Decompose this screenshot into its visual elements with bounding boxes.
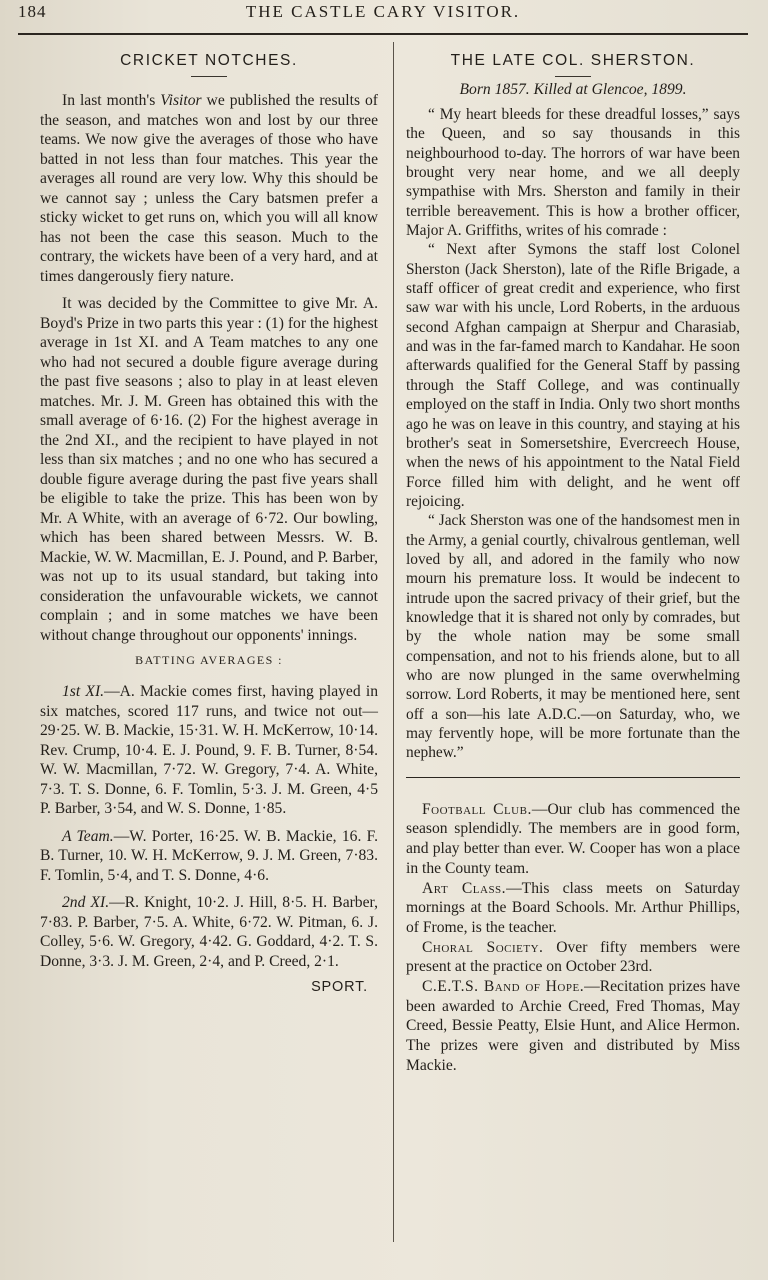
cets-text: —Recitation prizes have been awarded to Archie Creed, Fred Thomas, May Creed, Bessie Peatty, Elsie Hunt, and Alice Hermon. The prizes were given and distributed by Miss Mackie. bbox=[406, 978, 740, 1074]
choral-note bbox=[406, 938, 740, 977]
page-number: 184 bbox=[18, 2, 47, 21]
first-xi-paragraph bbox=[40, 682, 378, 819]
obituary-paragraph-2: “ Next after Symons the staff lost Colonel Sherston (Jack Sherston), late of the Rifle Brigade, a staff officer of great credit and experience, who first saw war with his uncle, Lord Roberts, in the arduous second Afghan campaign at Sherpur and Charasiab, and was in the far-famed march to Kandahar. He soon afterwards qualified for the General Staff by passing through the Staff College, and was continually employed on the staff in India. Only two short months ago he was on leave in this country, and staying at his brother's seat in Somersetshire, Evercreech House, when the news of his appointment to the Natal Field Force filled him with delight, and he went off rejoicing. bbox=[406, 241, 740, 510]
first-xi-label: 1st XI. bbox=[62, 683, 105, 700]
column-divider bbox=[393, 42, 394, 1242]
running-head bbox=[18, 2, 748, 24]
intro-text: In last month's bbox=[62, 92, 161, 109]
choral-label: Choral Society. bbox=[422, 938, 544, 956]
choral-text: Over fifty members were present at the practice on October 23rd. bbox=[406, 938, 740, 976]
football-label: Football Club. bbox=[422, 800, 532, 818]
football-note bbox=[406, 800, 740, 879]
second-xi-label: 2nd XI. bbox=[62, 894, 110, 911]
parish-notes bbox=[406, 800, 740, 1076]
heading-rule-right bbox=[555, 76, 591, 77]
batting-averages-heading: BATTING AVERAGES : bbox=[135, 653, 283, 667]
heading-rule bbox=[191, 76, 227, 77]
football-text: —Our club has commenced the season splendidly. The members are in good form, and play better than ever. W. Cooper has won a place in the County team. bbox=[406, 800, 740, 877]
cricket-heading: CRICKET NOTCHES. bbox=[120, 52, 298, 69]
obituary-paragraph-1: “ My heart bleeds for these dreadful losses,” says the Queen, and so say thousands in this neighbourhood to-day. The horrors of war have been brought very near home, and we all deeply sympathise with Mrs. Sherston and family in their terrible bereavement. This is how a brother officer, Major A. Griffiths, writes of his comrade : bbox=[406, 106, 740, 240]
journal-title: THE CASTLE CARY VISITOR. bbox=[245, 2, 521, 21]
cets-label: C.E.T.S. Band of Hope. bbox=[422, 978, 585, 996]
first-xi-text: —A. Mackie comes first, having played in six matches, scored 117 runs, and twice not out—29·25. W. B. Mackie, 15·31. W. H. McKerrow, 10·14. Rev. Crump, 10·4. E. J. Pound, 9. F. B. Turner, 8·54. W. W. Macmillan, 7·72. W. Gregory, 7·4. A. White, 7·3. T. S. Donne, 6. F. Tomlin, 5·3. J. M. Green, 4·5 P. Barber, 3·54, and W. S. Donne, 1·85. bbox=[40, 683, 378, 817]
section-rule bbox=[406, 777, 740, 778]
a-team-text: —W. Porter, 16·25. W. B. Mackie, 16. F. B. Turner, 10. W. H. McKerrow, 9. J. M. Green, 7·83. F. Tomlin, 5·4, and T. S. Donne, 4·6. bbox=[40, 827, 379, 884]
obituary bbox=[406, 105, 740, 763]
header-rule bbox=[18, 33, 748, 35]
obituary-paragraph-3: “ Jack Sherston was one of the handsomest men in the Army, a genial courtly, chivalrous gentleman, well loved by all, and adored in the family who now mourn his premature loss. It would be indecent to intrude upon the sacred privacy of their grief, but the knowledge that it is shared not only by comrades, but by the whole nation may be some small compensation, and not to his friends alone, but to all who are now plunged in the same overwhelming sorrow. Lord Roberts, it may be mentioned here, sent off a son—his late A.D.C.—on Saturday, who, we may fervently hope, will be more fortunate than the nephew.” bbox=[406, 512, 740, 762]
intro-text-rest: we published the results of the season, and matches won and lost by our three teams. We now give the averages of those who have batted in not less than four matches. This year the averages all round are very low. Why this should be we cannot say ; unless the Cary batsmen prefer a sticky wicket to get runs on, which you will all know has not been the case this season. Much to the contrary, the wickets have been of a very hard, and at times dangerously fiery nature. bbox=[40, 92, 378, 285]
sherston-heading: THE LATE COL. SHERSTON. bbox=[450, 52, 696, 69]
art-label: Art Class. bbox=[422, 879, 507, 897]
sport-label: SPORT. bbox=[311, 979, 368, 995]
intro-paragraph bbox=[40, 91, 378, 286]
cets-note bbox=[406, 977, 740, 1076]
art-note bbox=[406, 879, 740, 938]
right-column bbox=[406, 44, 740, 1076]
born-line: Born 1857. Killed at Glencoe, 1899. bbox=[459, 81, 687, 98]
visitor-italic: Visitor bbox=[160, 92, 202, 109]
second-xi-paragraph bbox=[40, 893, 378, 971]
left-column bbox=[40, 44, 378, 995]
art-text: —This class meets on Saturday mornings at the Board Schools. Mr. Arthur Phillips, of Frome, is the teacher. bbox=[406, 879, 740, 936]
a-team-paragraph bbox=[40, 827, 378, 886]
second-xi-text: —R. Knight, 10·2. J. Hill, 8·5. H. Barber, 7·83. P. Barber, 7·5. A. White, 6·72. W. Pitman, 6. J. Colley, 5·6. W. Gregory, 4·42. G. Goddard, 4·2. T. S. Donne, 3·3. J. M. Green, 2·4, and P. Creed, 2·1. bbox=[40, 894, 378, 970]
prize-paragraph: It was decided by the Committee to give Mr. A. Boyd's Prize in two parts this year : (1) for the highest average in 1st XI. and A Team matches to any one who had not secured a double figure average during the past five seasons ; also to play in at least eleven matches. Mr. J. M. Green has obtained this with the small average of 6·16. (2) For the highest average in the 2nd XI., and the recipient to have played in not less than six matches ; and no one who has secured a double figure average during the past five years shall be eligible to take the prize. This has been won by Mr. A White, with an average of 6·72. Our bowling, which has been shared between Messrs. W. B. Mackie, W. W. Macmillan, E. J. Pound, and P. Barber, was not up to its usual standard, but taking into consideration the unfavourable wickets, we cannot complain ; and in some matches we have been without change throughout our opponents' innings. bbox=[40, 295, 378, 644]
a-team-label: A Team. bbox=[62, 827, 114, 845]
